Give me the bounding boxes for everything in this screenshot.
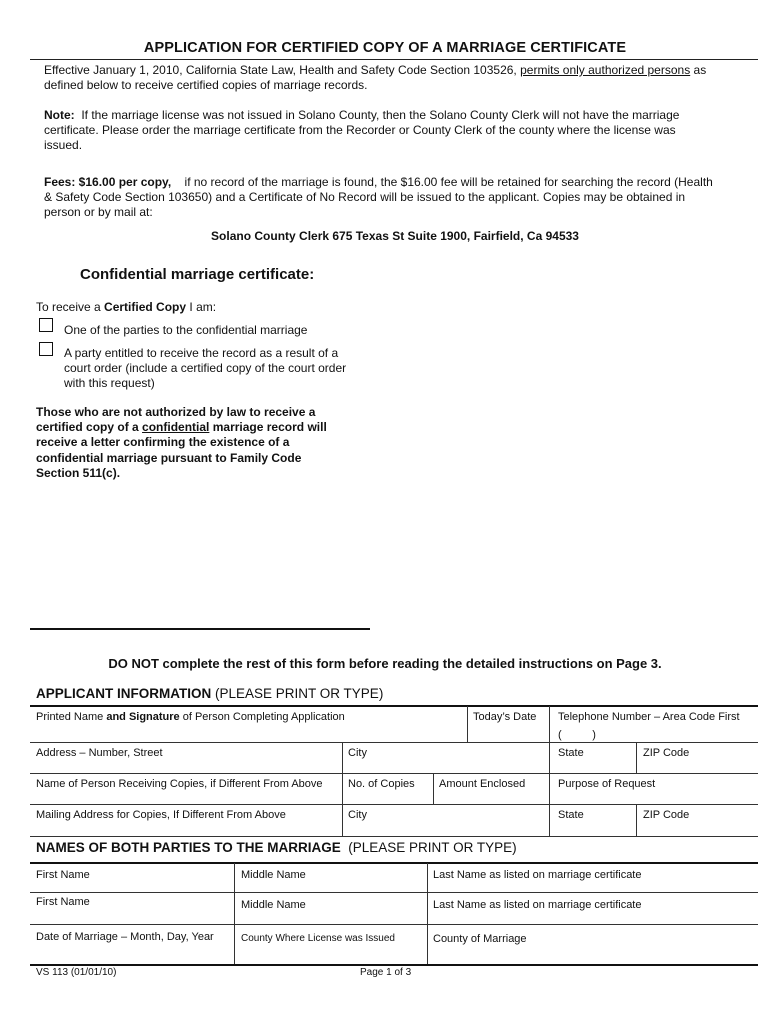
applicant-heading: [36, 686, 383, 701]
party-checkbox[interactable]: [39, 318, 53, 332]
warning-line-1: Those who are not authorized by law to receive a: [36, 405, 316, 419]
last-name-1-field[interactable]: Last Name as listed on marriage certificate: [433, 869, 642, 881]
option-party-label: One of the parties to the confidential marriage: [64, 323, 308, 337]
parties-heading-bold: NAMES OF BOTH PARTIES TO THE MARRIAGE: [36, 840, 341, 855]
address-field[interactable]: Address – Number, Street: [36, 747, 163, 759]
middle-name-1-field[interactable]: Middle Name: [241, 869, 306, 881]
fees-paragraph: [44, 175, 759, 220]
receive-text-c: I am:: [189, 300, 217, 314]
applicant-heading-normal: (PLEASE PRINT OR TYPE): [215, 686, 384, 701]
col-divider: [467, 706, 468, 742]
receive-text-b: Certified Copy: [104, 300, 187, 314]
col-divider: [549, 706, 550, 836]
applicant-row-line-4: [30, 836, 758, 837]
city-field[interactable]: City: [348, 747, 367, 759]
parties-heading: [36, 840, 517, 855]
col-divider: [234, 863, 235, 964]
option2-line-2: court order (include a certified copy of the court order: [64, 361, 347, 375]
warning-text-b: confidential: [142, 420, 210, 435]
mailing-zip-field[interactable]: ZIP Code: [643, 809, 690, 821]
note-paragraph: [44, 108, 754, 153]
receive-prompt: [36, 300, 216, 315]
middle-name-2-field[interactable]: Middle Name: [241, 899, 306, 911]
note-label: Note:: [44, 108, 75, 122]
section-divider: [30, 628, 370, 630]
warning-line-2: [36, 420, 327, 435]
printed-name-field[interactable]: [36, 711, 345, 723]
col-divider: [636, 742, 637, 773]
state-field[interactable]: State: [558, 747, 584, 759]
no-of-copies-field[interactable]: No. of Copies: [348, 778, 415, 790]
fees-line-1: [44, 175, 759, 190]
note-text-1: If the marriage license was not issued in Solano County, then the Solano County Clerk will not have the marriage: [81, 108, 680, 122]
warning-line-4: confidential marriage pursuant to Family Code: [36, 450, 302, 465]
note-line-1: [44, 108, 754, 123]
intro-line-1: [44, 63, 744, 78]
col-divider: [433, 773, 434, 804]
intro-text-a: Effective January 1, 2010, California State Law, Health and Safety Code Section 103526,: [44, 63, 517, 77]
first-name-2-field[interactable]: First Name: [36, 896, 90, 908]
receive-text-a: To receive a: [36, 300, 101, 314]
option-court-order-label: [64, 346, 346, 391]
applicant-row-line-2: [30, 773, 758, 774]
option2-line-3: with this request): [64, 376, 155, 390]
purpose-field[interactable]: Purpose of Request: [558, 778, 656, 790]
fees-text-1: if no record of the marriage is found, the $16.00 fee will be retained for searching the record (Health: [184, 175, 713, 189]
printed-name-text-c: of Person Completing Application: [182, 711, 345, 723]
court-order-checkbox[interactable]: [39, 342, 53, 356]
option2-line-1: A party entitled to receive the record as a result of a: [64, 346, 339, 360]
mailing-city-field[interactable]: City: [348, 809, 367, 821]
county-issued-field[interactable]: County Where License was Issued: [241, 933, 395, 944]
amount-enclosed-field[interactable]: Amount Enclosed: [439, 778, 526, 790]
applicant-heading-bold: APPLICANT INFORMATION: [36, 686, 212, 701]
applicant-row-line-1: [30, 742, 758, 743]
fees-label: Fees: $16.00 per copy,: [44, 175, 172, 189]
note-line-2: certificate. Please order the marriage certificate from the Recorder or County Clerk of the county where the license was: [44, 123, 676, 137]
county-of-marriage-field[interactable]: County of Marriage: [433, 933, 527, 945]
date-of-marriage-field[interactable]: Date of Marriage – Month, Day, Year: [36, 931, 214, 943]
parties-row-line-1: [30, 892, 758, 893]
telephone-field[interactable]: Telephone Number – Area Code First: [558, 711, 740, 723]
last-name-2-field[interactable]: Last Name as listed on marriage certificate: [433, 899, 642, 911]
applicant-table-top: [30, 705, 758, 707]
fees-line-3: person or by mail at:: [44, 205, 153, 219]
applicant-row-line-3: [30, 804, 758, 805]
col-divider: [342, 742, 343, 836]
todays-date-field[interactable]: Today’s Date: [473, 711, 537, 723]
title-rule: [30, 59, 758, 60]
intro-paragraph: [44, 63, 744, 93]
parties-table-bottom: [30, 964, 758, 966]
clerk-address: Solano County Clerk 675 Texas St Suite 1900, Fairfield, Ca 94533: [211, 229, 579, 243]
fees-line-2: & Safety Code Section 103650) and a Certificate of No Record will be issued to the applicant. Copies may be obtained in: [44, 190, 686, 204]
do-not-complete-notice: DO NOT complete the rest of this form before reading the detailed instructions on Page 3.: [108, 656, 662, 671]
mailing-state-field[interactable]: State: [558, 809, 584, 821]
warning-line-5: Section 511(c).: [36, 465, 121, 480]
form-id: VS 113 (01/01/10): [36, 967, 117, 978]
form-title: APPLICATION FOR CERTIFIED COPY OF A MARRIAGE CERTIFICATE: [143, 40, 627, 56]
col-divider: [636, 804, 637, 836]
authorized-persons-link: permits only authorized persons: [520, 63, 691, 77]
warning-text-a: certified copy of a: [36, 420, 139, 435]
confidential-warning: [36, 405, 327, 481]
receiving-name-field[interactable]: Name of Person Receiving Copies, if Different From Above: [36, 778, 323, 790]
area-code-parens: ( ): [558, 729, 596, 741]
parties-row-line-2: [30, 924, 758, 925]
parties-table-top: [30, 862, 758, 864]
first-name-1-field[interactable]: First Name: [36, 869, 90, 881]
printed-name-text-b: and Signature: [106, 711, 180, 723]
confidential-heading: Confidential marriage certificate:: [80, 266, 315, 283]
note-line-3: issued.: [44, 138, 83, 152]
intro-text-b: as: [693, 63, 707, 77]
printed-name-text-a: Printed Name: [36, 711, 104, 723]
warning-text-c: marriage record will: [212, 420, 327, 435]
warning-line-3: receive a letter confirming the existence of a: [36, 435, 290, 450]
intro-line-2: defined below to receive certified copies of marriage records.: [44, 78, 368, 92]
zip-field[interactable]: ZIP Code: [643, 747, 690, 759]
page-number: Page 1 of 3: [360, 967, 412, 978]
col-divider: [427, 863, 428, 964]
parties-heading-normal: (PLEASE PRINT OR TYPE): [348, 840, 517, 855]
mailing-address-field[interactable]: Mailing Address for Copies, If Different From Above: [36, 809, 286, 821]
